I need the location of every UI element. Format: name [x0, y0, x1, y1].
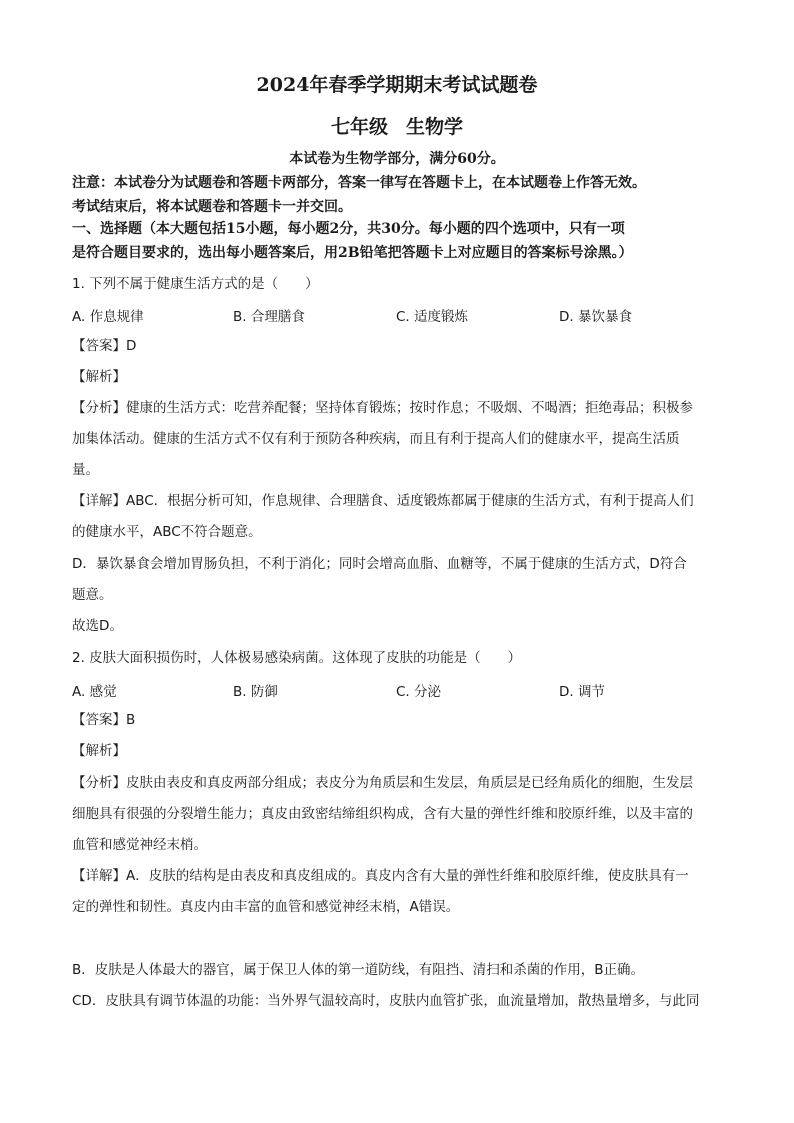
q2-answer: 【答案】B: [72, 712, 136, 728]
section-instructions: [72, 218, 732, 265]
q2-analysis-label: 【解析】: [72, 743, 126, 759]
q1-option-c: C. 适度锻炼: [396, 309, 469, 325]
q1-xiangjie-line: 故选D。: [72, 618, 123, 634]
q2-xiangjie-line: 【详解】A．皮肤的结构是由表皮和真皮组成的。真皮内含有大量的弹性纤维和胶原纤维，使皮肤具有一: [72, 868, 689, 884]
q1-xiangjie-line: 的健康水平，ABC不符合题意。: [72, 524, 262, 540]
section-line-2: 是符合题目要求的，选出每小题答案后，用2B铅笔把答题卡上对应题目的答案标号涂黑。）: [72, 244, 633, 261]
q1-fenxi-line: 加集体活动。健康的生活方式不仅有利于预防各种疾病，而且有利于提高人们的健康水平，提高生活质: [72, 431, 680, 447]
q1-xiangjie-line: D．暴饮暴食会增加胃肠负担，不利于消化；同时会增高血脂、血糖等，不属于健康的生活方式，D符合: [72, 556, 687, 572]
q1-stem: 1. 下列不属于健康生活方式的是（ ）: [72, 276, 319, 292]
q2-stem: 2. 皮肤大面积损伤时，人体极易感染病菌。这体现了皮肤的功能是（ ）: [72, 650, 522, 666]
q1-analysis-label: 【解析】: [72, 369, 126, 385]
q2-xiangjie-line: CD．皮肤具有调节体温的功能：当外界气温较高时，皮肤内血管扩张，血流量增加，散热量增多，与此同: [72, 993, 700, 1009]
notice-line-1: 注意：本试卷分为试题卷和答题卡两部分，答案一律写在答题卡上，在本试题卷上作答无效。: [72, 175, 646, 191]
q2-xiangjie-line: 定的弹性和韧性。真皮内由丰富的血管和感觉神经末梢，A错误。: [72, 899, 460, 915]
q2-fenxi-line: 细胞具有很强的分裂增生能力；真皮由致密结缔组织构成，含有大量的弹性纤维和胶原纤维，以及丰富的: [72, 806, 693, 822]
q2-xiangjie-line: B．皮肤是人体最大的器官，属于保卫人体的第一道防线，有阻挡、清扫和杀菌的作用，B正确。: [72, 962, 645, 978]
q1-option-a: A. 作息规律: [72, 309, 144, 325]
q2-option-d: D. 调节: [559, 684, 605, 700]
q1-xiangjie-line: 【详解】ABC．根据分析可知，作息规律、合理膳食、适度锻炼都属于健康的生活方式，有利于提高人们: [72, 493, 694, 509]
q2-fenxi-line: 血管和感觉神经末梢。: [72, 837, 207, 853]
q1-fenxi-line: 【分析】健康的生活方式：吃营养配餐；坚持体育锻炼；按时作息；不吸烟、不喝酒；拒绝毒品；积极参: [72, 400, 693, 416]
exam-title: 2024年春季学期期末考试试题卷: [256, 74, 538, 96]
q1-option-b: B. 合理膳食: [233, 309, 305, 325]
score-note: 本试卷为生物学部分，满分60分。: [289, 151, 505, 167]
q2-option-a: A. 感觉: [72, 684, 117, 700]
grade-label: 七年级: [330, 116, 388, 138]
q2-fenxi-line: 【分析】皮肤由表皮和真皮两部分组成；表皮分为角质层和生发层，角质层是已经角质化的细胞，生发层: [72, 775, 693, 791]
q1-xiangjie-line: 题意。: [72, 587, 113, 603]
q1-fenxi-line: 量。: [72, 462, 99, 478]
q2-option-b: B. 防御: [233, 684, 278, 700]
notice-line-2: 考试结束后，将本试题卷和答题卡一并交回。: [72, 198, 352, 215]
notice-block: [72, 172, 732, 219]
q2-option-c: C. 分泌: [396, 684, 442, 700]
q1-option-d: D. 暴饮暴食: [559, 309, 632, 325]
section-line-1: 一、选择题（本大题包括15小题，每小题2分，共30分。每小题的四个选项中，只有一项: [72, 221, 625, 237]
subject-label: 生物学: [406, 116, 464, 138]
exam-subtitle: [0, 112, 794, 139]
q1-answer: 【答案】D: [72, 338, 137, 354]
